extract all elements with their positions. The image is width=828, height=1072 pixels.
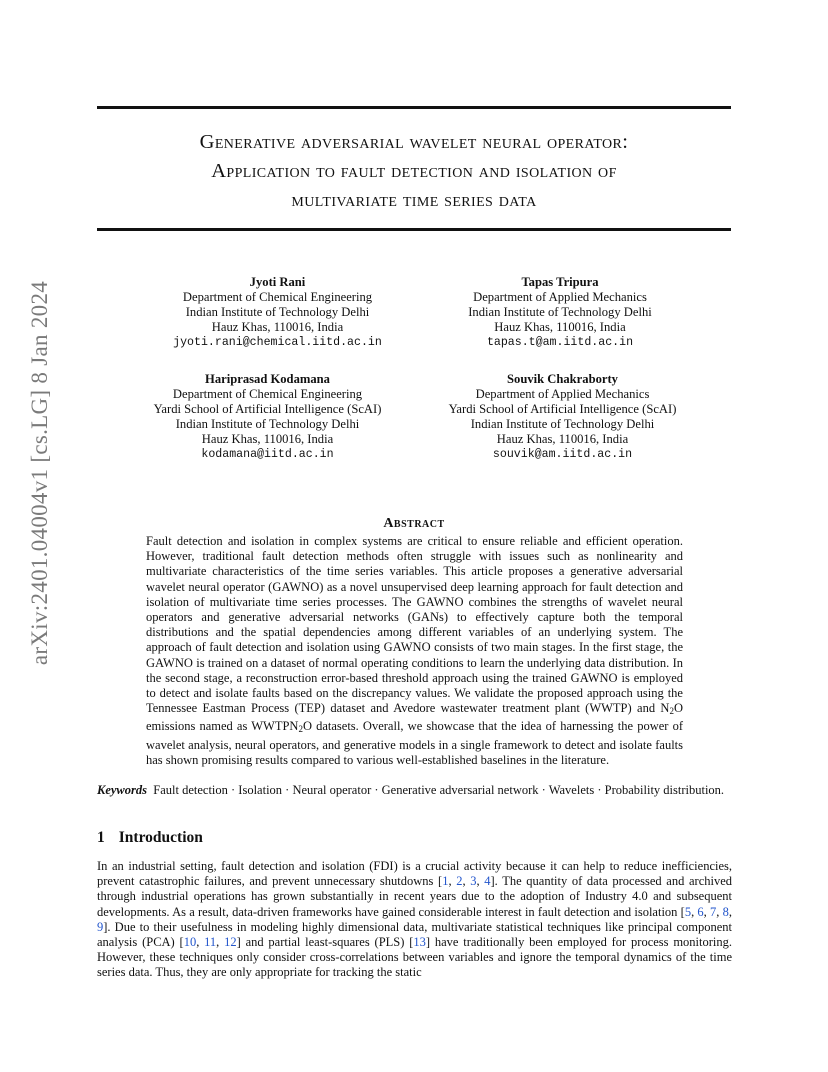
citation-link[interactable]: 5 — [684, 904, 692, 919]
author-affiliation-line: Hauz Khas, 110016, India — [211, 320, 344, 334]
abstract-heading: Abstract — [383, 516, 445, 531]
citation-link[interactable]: 13 — [413, 935, 426, 950]
subscript: 2 — [298, 724, 303, 735]
citation-link[interactable]: 4 — [484, 874, 491, 889]
arxiv-identifier-watermark — [20, 280, 60, 665]
citation-link[interactable]: 7 — [710, 904, 717, 919]
author-email[interactable]: kodamana@iitd.ac.in — [201, 448, 334, 461]
author-affiliation-line: Yardi School of Artificial Intelligence (ScAI) — [153, 402, 382, 416]
keywords-text: Fault detection · Isolation · Neural operator · Generative adversarial network · Wavelets · Probability distribution. — [153, 783, 725, 797]
citation-link[interactable]: 11 — [204, 935, 217, 950]
author-affiliation-line: Yardi School of Artificial Intelligence (ScAI) — [448, 402, 677, 416]
arxiv-id-text: arXiv:2401.04004v1 [cs.LG] 8 Jan 2024 — [27, 280, 52, 665]
citation-separator: , — [716, 904, 723, 919]
intro-text: ]. The quantity of data processed and archived through industrial operations has grown substantially in recent years due to the adoption of Industry 4.0 and subsequent developments. As a result, data-driven frameworks have gained considerable interest in fault detection and isolation [ — [97, 874, 733, 919]
author-email[interactable]: jyoti.rani@chemical.iitd.ac.in — [173, 336, 382, 349]
title-top-rule — [97, 106, 731, 109]
section-title: Introduction — [118, 829, 203, 846]
citation-separator: , — [462, 874, 471, 889]
citation-separator: , — [216, 935, 225, 950]
author-affiliation-line: Department of Chemical Engineering — [182, 290, 373, 304]
author-affiliation-line: Indian Institute of Technology Delhi — [185, 305, 370, 319]
citation-separator: , — [448, 874, 457, 889]
author-name: Tapas Tripura — [521, 275, 599, 289]
abstract-paragraph — [146, 534, 683, 768]
title-line-3: multivariate time series data — [291, 189, 537, 211]
abstract-text: Fault detection and isolation in complex systems are critical to ensure reliable and efficient operation. However, traditional fault detection methods often struggle with issues such as nonlinearity and multivariate characteristics of the time series variables. This article proposes a generative adversarial wavelet neural operator (GAWNO) as a novel unsupervised deep learning approach for fault detection and isolation of multivariate time series processes. The GAWNO combines the strengths of wavelet neural operators and generative adversarial networks (GANs) to effectively capture both the temporal distributions and the spatial dependencies among different variables of an underlying system. The approach of fault detection and isolation using GAWNO consists of two main stages. In the first stage, the GAWNO is trained on a dataset of normal operating conditions to learn the underlying data distribution. In the second stage, a reconstruction error-based threshold approach using the trained GAWNO is employed to detect and isolate faults based on the discrepancy values. We validate the proposed approach using the Tennessee Eastman Process (TEP) dataset and Avedore wastewater treatment plant (WWTP) and N — [146, 534, 683, 716]
author-email[interactable]: tapas.t@am.iitd.ac.in — [486, 336, 634, 349]
citation-separator: , — [196, 935, 205, 950]
author-affiliation-line: Indian Institute of Technology Delhi — [468, 305, 652, 319]
citation-link[interactable]: 6 — [697, 904, 704, 919]
section-number: 1 — [97, 829, 105, 846]
author-affiliation-line: Department of Applied Mechanics — [473, 290, 647, 304]
intro-text: ] have traditionally been employed for process monitoring. However, these techniques only consider cross-correlations between variables and ignore the temporal dynamics of the time series data. Thus, they are only appropriate for tracking the static — [97, 935, 732, 980]
intro-text: ]. Due to their usefulness in modeling highly dimensional data, multivariate statistical techniques like principal component analysis (PCA) [ — [97, 919, 732, 950]
author-block-2 — [430, 275, 690, 350]
author-email[interactable]: souvik@am.iitd.ac.in — [492, 448, 633, 461]
citation-separator: , — [728, 904, 733, 919]
title-line-1: Generative adversarial wavelet neural operator: — [199, 131, 629, 153]
author-name: Hariprasad Kodamana — [205, 372, 330, 386]
introduction-paragraph — [97, 859, 732, 981]
author-affiliation-line: Department of Chemical Engineering — [172, 387, 363, 401]
author-block-3 — [130, 372, 405, 462]
abstract-text: O emissions named as WWTPN — [146, 701, 683, 734]
citation-link[interactable]: 1 — [442, 874, 449, 889]
intro-text: ] and partial least-squares (PLS) [ — [236, 935, 414, 950]
citation-separator: , — [476, 874, 485, 889]
citation-separator: , — [691, 904, 698, 919]
citation-link[interactable]: 2 — [456, 874, 463, 889]
author-block-4 — [430, 372, 695, 462]
title-bottom-rule — [97, 228, 731, 231]
abstract-text: O datasets. Overall, we showcase that the idea of harnessing the power of wavelet analysis, neural operators, and generative models in a single framework to detect and isolate faults has shown promising results compared to various well-established baselines in the literature. — [146, 719, 683, 767]
author-affiliation-line: Hauz Khas, 110016, India — [496, 432, 629, 446]
intro-text: In an industrial setting, fault detection and isolation (FDI) is a crucial activity because it can help to reduce inefficiencies, prevent catastrophic failures, and prevent unnecessary shutdowns [ — [97, 859, 732, 889]
subscript: 2 — [669, 706, 674, 717]
section-heading-introduction — [97, 829, 203, 847]
citation-separator: , — [703, 904, 711, 919]
author-name: Jyoti Rani — [249, 275, 306, 289]
author-affiliation-line: Hauz Khas, 110016, India — [494, 320, 626, 334]
author-name: Souvik Chakraborty — [507, 372, 618, 386]
citation-link[interactable]: 8 — [722, 904, 729, 919]
author-block-1 — [145, 275, 410, 350]
title-line-2: Application to fault detection and isolation of — [211, 160, 617, 182]
citation-link[interactable]: 3 — [470, 874, 477, 889]
author-affiliation-line: Indian Institute of Technology Delhi — [175, 417, 360, 431]
keywords-label: Keywords — [97, 783, 147, 797]
citation-link[interactable]: 10 — [183, 935, 197, 950]
keywords-line — [97, 783, 731, 798]
citation-link[interactable]: 9 — [97, 919, 104, 934]
author-affiliation-line: Hauz Khas, 110016, India — [201, 432, 334, 446]
author-affiliation-line: Indian Institute of Technology Delhi — [470, 417, 655, 431]
citation-link[interactable]: 12 — [224, 935, 237, 950]
author-affiliation-line: Department of Applied Mechanics — [475, 387, 650, 401]
paper-title — [97, 128, 731, 215]
